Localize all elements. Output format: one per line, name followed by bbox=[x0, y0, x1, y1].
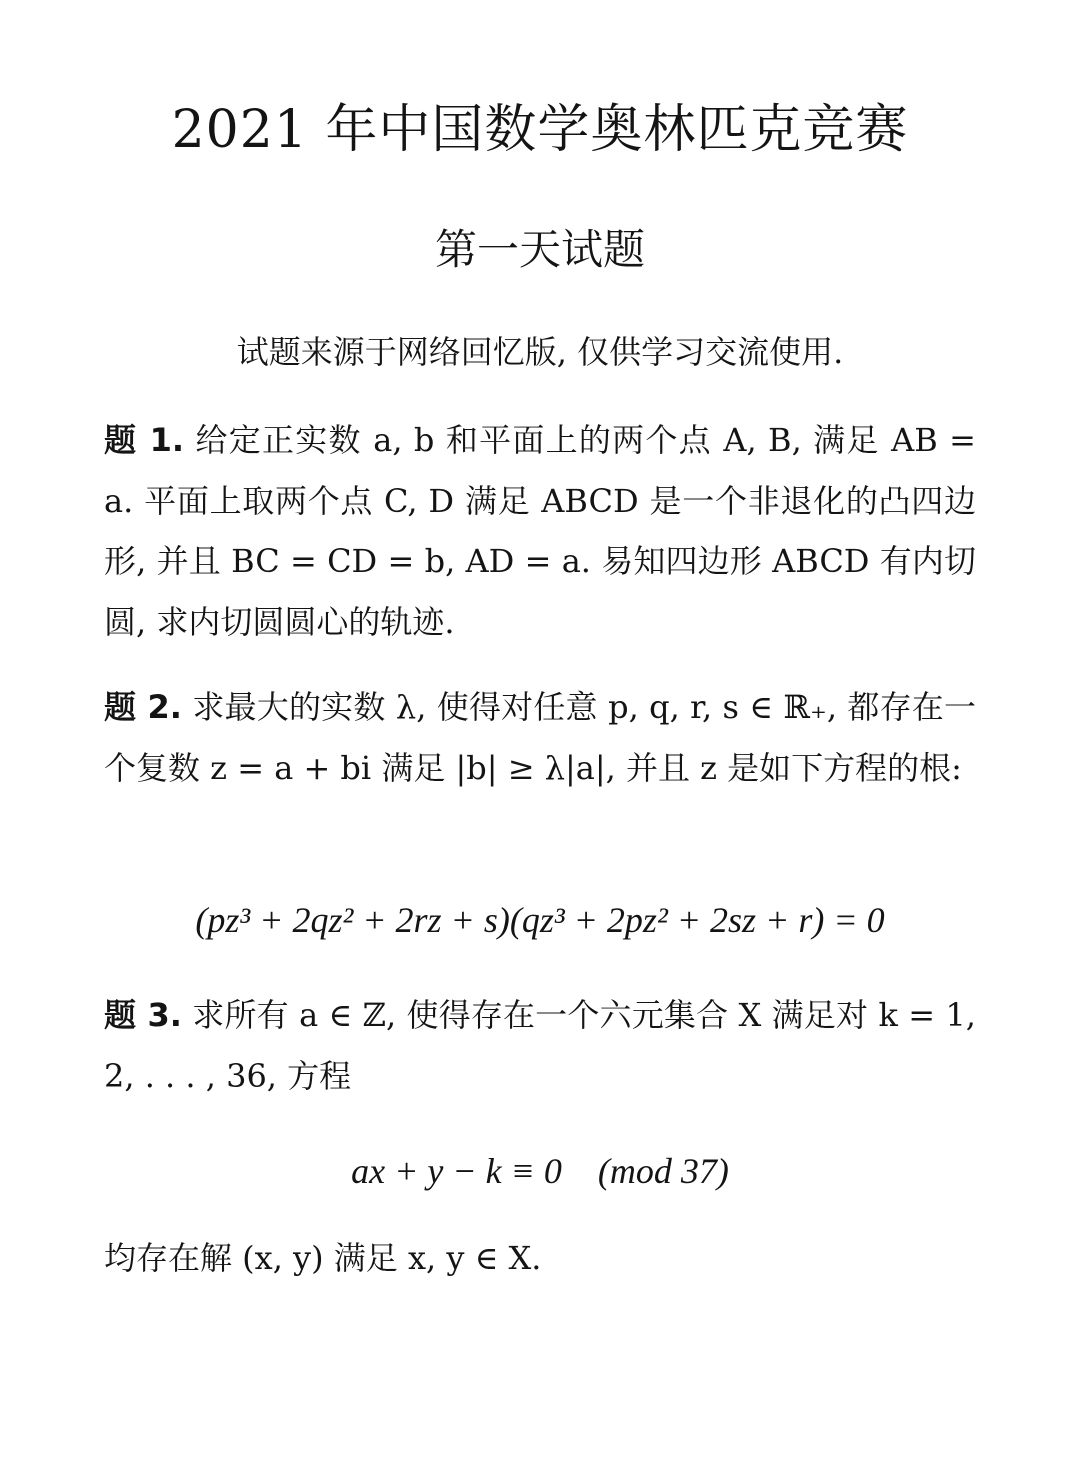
problem-2-label: 题 2. bbox=[104, 688, 182, 726]
source-note: 试题来源于网络回忆版, 仅供学习交流使用. bbox=[236, 333, 844, 371]
problem-1 bbox=[104, 410, 976, 652]
problem-3-text: 求所有 a ∈ ℤ, 使得存在一个六元集合 X 满足对 k = 1, 2, . . . , 36, 方程 bbox=[104, 996, 976, 1095]
problem-3 bbox=[104, 985, 976, 1106]
problem-2-equation: (pz³ + 2qz² + 2rz + s)(qz³ + 2pz² + 2sz + r) = 0 bbox=[195, 900, 885, 940]
problem-2 bbox=[104, 677, 976, 798]
problem-1-label: 题 1. bbox=[104, 421, 185, 459]
problem-2-text: 求最大的实数 λ, 使得对任意 p, q, r, s ∈ ℝ₊, 都存在一个复数 z = a + bi 满足 |b| ≥ λ|a|, 并且 z 是如下方程的根: bbox=[104, 688, 976, 787]
document-title: 2021 年中国数学奥林匹克竞赛 bbox=[171, 100, 909, 160]
day-subtitle: 第一天试题 bbox=[434, 225, 645, 274]
problem-3-conclusion: 均存在解 (x, y) 满足 x, y ∈ X. bbox=[104, 1239, 542, 1277]
problem-3-equation: ax + y − k ≡ 0 (mod 37) bbox=[351, 1151, 729, 1191]
problem-1-text: 给定正实数 a, b 和平面上的两个点 A, B, 满足 AB = a. 平面上取两个点 C, D 满足 ABCD 是一个非退化的凸四边形, 并且 BC = CD = b, AD = a. 易知四边形 ABCD 有内切圆, 求内切圆圆心的轨迹. bbox=[104, 421, 976, 641]
problem-3-label: 题 3. bbox=[104, 996, 182, 1034]
